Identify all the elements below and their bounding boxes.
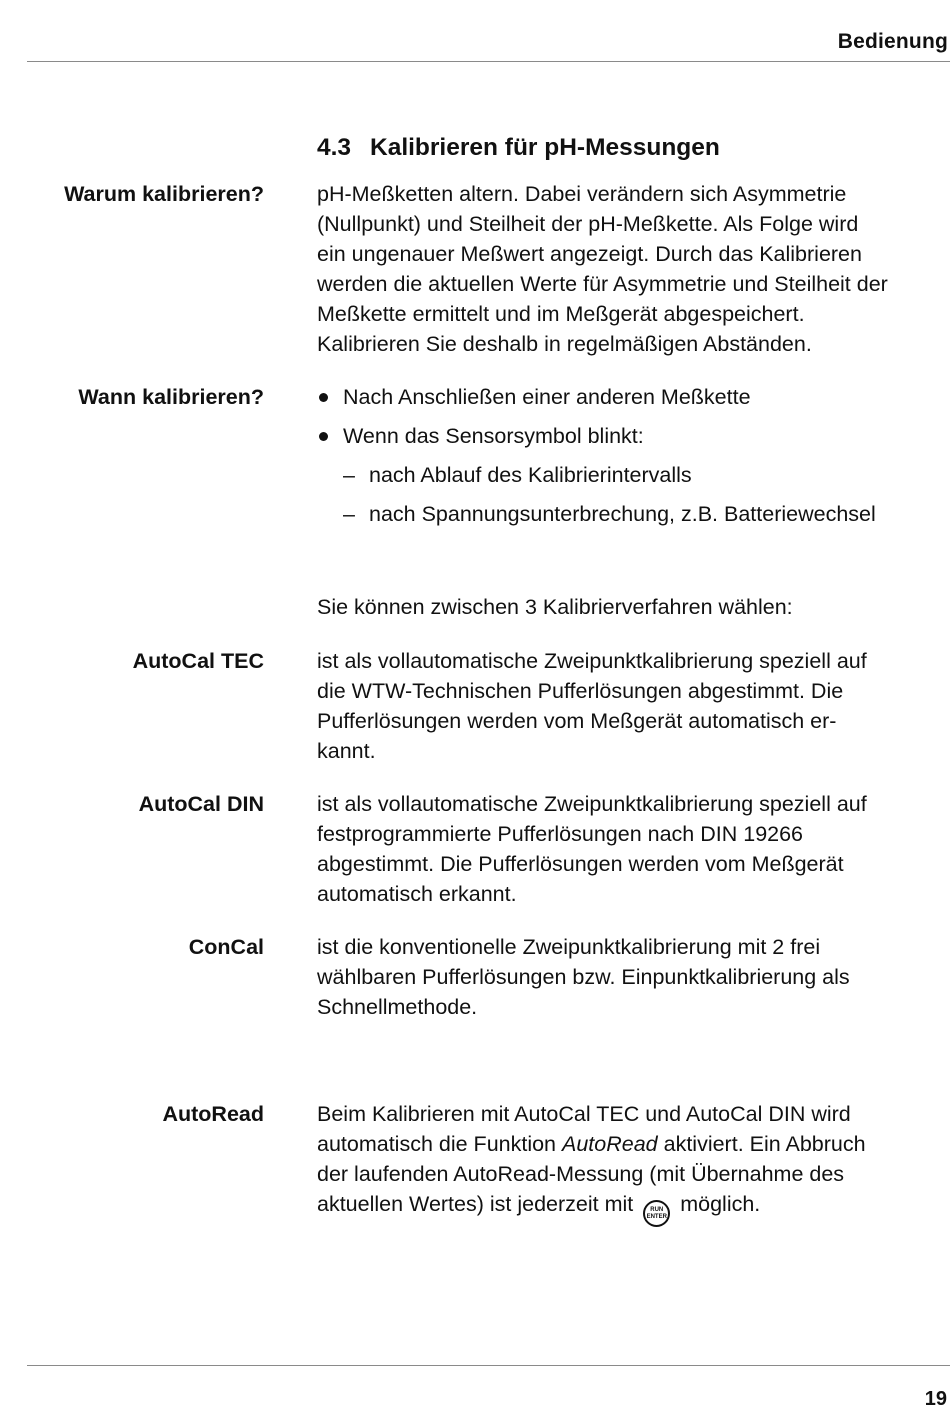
list-item-text: Wenn das Sensorsymbol blinkt: bbox=[343, 424, 644, 448]
sub-list-item-text: nach Spannungsunterbrechung, z.B. Batteriewechsel bbox=[369, 502, 876, 526]
text-line: automatisch erkannt. bbox=[317, 882, 517, 906]
label-wann-kalibrieren: Wann kalibrieren? bbox=[78, 385, 264, 409]
sub-list-item-text: nach Ablauf des Kalibrierintervalls bbox=[369, 463, 692, 487]
header-title: Bedienung bbox=[837, 30, 948, 53]
paragraph-autocal-tec bbox=[317, 646, 947, 766]
text-line: ist als vollautomatische Zweipunktkalibrierung speziell auf bbox=[317, 649, 867, 673]
label-autoread: AutoRead bbox=[162, 1102, 264, 1126]
text-line: ist die konventionelle Zweipunktkalibrierung mit 2 frei bbox=[317, 935, 821, 959]
text-line: pH-Meßketten altern. Dabei verändern sich Asymmetrie bbox=[317, 182, 847, 206]
text-line: der laufenden AutoRead-Messung (mit Übernahme des bbox=[317, 1162, 845, 1186]
list-item-text: Nach Anschließen einer anderen Meßkette bbox=[343, 385, 751, 409]
paragraph-autoread bbox=[317, 1099, 947, 1227]
label-warum-kalibrieren: Warum kalibrieren? bbox=[64, 182, 264, 206]
text-line: Schnellmethode. bbox=[317, 995, 478, 1019]
text-segment: aktuellen Wertes) ist jederzeit mit bbox=[317, 1192, 634, 1216]
label-concal: ConCal bbox=[188, 935, 264, 959]
text-segment: automatisch die Funktion bbox=[317, 1132, 562, 1156]
text-line: Pufferlösungen werden vom Meßgerät automatisch er- bbox=[317, 709, 837, 733]
bullet-icon bbox=[319, 393, 328, 402]
text-line bbox=[317, 1189, 947, 1227]
bullet-icon bbox=[319, 432, 328, 441]
paragraph-warum bbox=[317, 179, 947, 359]
text-segment: möglich. bbox=[680, 1192, 761, 1216]
text-line: Meßkette ermittelt und im Meßgerät abgespeichert. bbox=[317, 302, 805, 326]
text-line: festprogrammierte Pufferlösungen nach DIN 19266 bbox=[317, 822, 804, 846]
footer-rule bbox=[27, 1365, 950, 1366]
methods-intro bbox=[317, 592, 947, 622]
text-line: werden die aktuellen Werte für Asymmetrie und Steilheit der bbox=[317, 272, 888, 296]
text-segment: aktiviert. Ein Abbruch bbox=[657, 1132, 866, 1156]
paragraph-concal bbox=[317, 932, 947, 1022]
text-line: kannt. bbox=[317, 739, 376, 763]
label-autocal-din: AutoCal DIN bbox=[138, 792, 264, 816]
dash-icon: – bbox=[343, 463, 355, 487]
text-line: Beim Kalibrieren mit AutoCal TEC und AutoCal DIN wird bbox=[317, 1102, 851, 1126]
paragraph-autocal-din bbox=[317, 789, 947, 909]
text-line: Kalibrieren Sie deshalb in regelmäßigen Abständen. bbox=[317, 332, 812, 356]
section-heading bbox=[317, 134, 720, 162]
text-line: ein ungenauer Meßwert angezeigt. Durch das Kalibrieren bbox=[317, 242, 862, 266]
text-line: Sie können zwischen 3 Kalibrierverfahren wählen: bbox=[317, 595, 793, 619]
text-line: abgestimmt. Die Pufferlösungen werden vom Meßgerät bbox=[317, 852, 844, 876]
section-title: Kalibrieren für pH-Messungen bbox=[370, 134, 720, 161]
run-enter-key-icon bbox=[643, 1200, 670, 1227]
text-line: ist als vollautomatische Zweipunktkalibrierung speziell auf bbox=[317, 792, 867, 816]
key-label-top: RUN bbox=[650, 1207, 664, 1213]
key-label-bottom: ENTER bbox=[646, 1214, 667, 1220]
page-number: 19 bbox=[924, 1388, 947, 1410]
label-autocal-tec: AutoCal TEC bbox=[132, 649, 264, 673]
text-line: die WTW-Technischen Pufferlösungen abgestimmt. Die bbox=[317, 679, 844, 703]
text-line: (Nullpunkt) und Steilheit der pH-Meßkette. Als Folge wird bbox=[317, 212, 859, 236]
text-line: wählbaren Pufferlösungen bzw. Einpunktkalibrierung als bbox=[317, 965, 850, 989]
dash-icon: – bbox=[343, 502, 355, 526]
section-number: 4.3 bbox=[317, 134, 352, 161]
autoread-term: AutoRead bbox=[562, 1132, 658, 1156]
text-line bbox=[317, 1129, 947, 1159]
header-rule bbox=[27, 61, 950, 62]
